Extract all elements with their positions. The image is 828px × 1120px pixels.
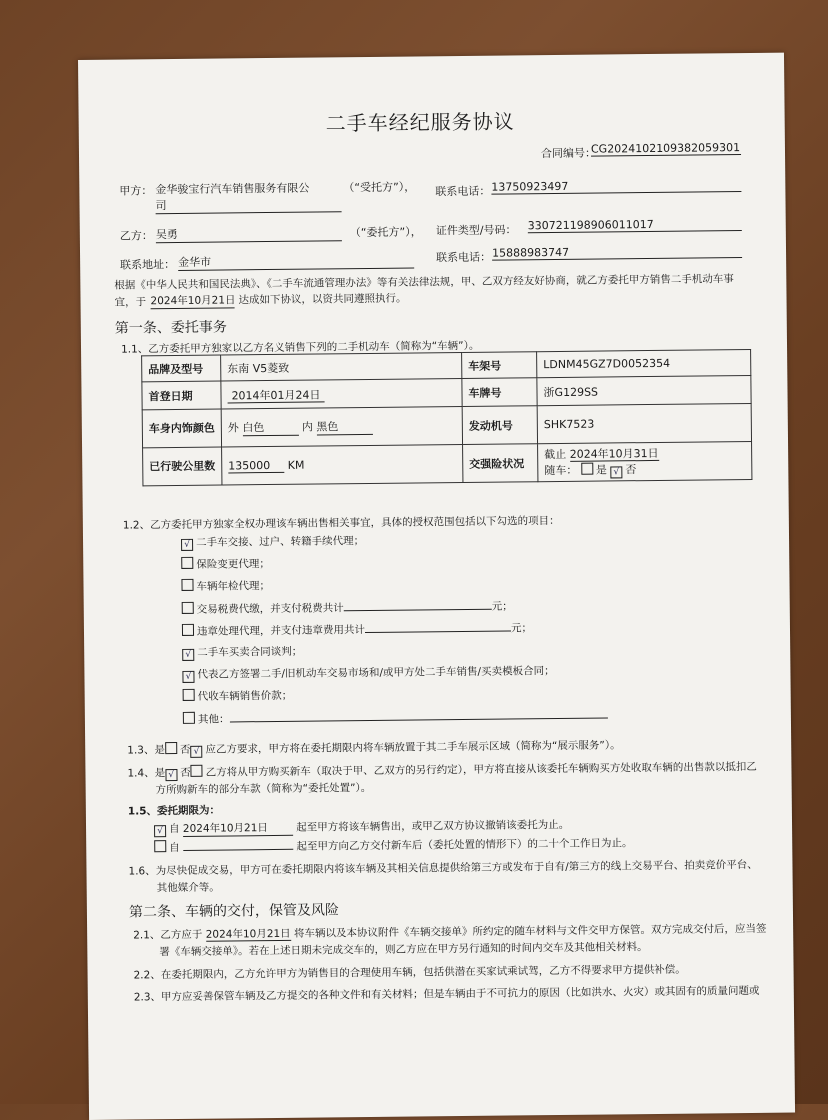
option-9-label: 其他： [197, 713, 230, 726]
option-4-tail: 元； [491, 600, 513, 613]
clause-2-1-line1 [133, 921, 766, 943]
option-5 [182, 619, 532, 639]
mileage-unit: KM [287, 458, 305, 472]
party-b-label: 乙方： [119, 229, 153, 243]
clause-1-4-yes-checkbox[interactable]: √ [165, 769, 177, 781]
option-6-label: 二手车买卖合同谈判； [197, 645, 303, 659]
party-b-addr-label: 联系地址： [120, 257, 176, 272]
preamble-line1: 根据《中华人民共和国民法典》、《二手车流通管理办法》等有关法律法规，甲、乙双方经友好协商，就乙方委托甲方销售二手机动车事 [114, 273, 734, 292]
insurance-with-label: 随车： [544, 463, 578, 477]
reg-date-label: 首登日期 [142, 381, 221, 410]
party-b-role: （“委托方”）， [349, 225, 422, 240]
vin-value: LDNM45GZ7D0052354 [537, 349, 751, 377]
contract-number-label: 合同编号： [540, 146, 597, 161]
clause-1-3-yes: 1.3、是 [127, 744, 165, 757]
vehicle-table [141, 349, 752, 486]
clause-2-1-date: 2024年10月21日 [205, 927, 291, 941]
option-2-label: 保险变更代理； [196, 558, 270, 571]
contract-paper [78, 53, 795, 1120]
int-color-value: 黑色 [316, 418, 372, 436]
term-option-1-text: 起至甲方将该车辆售出，或甲乙双方协议撤销该委托为止。 [296, 818, 570, 834]
clause-1-3-text: 应乙方要求，甲方将在委托期限内将车辆放置于其二手车展示区域（简称为“展示服务”）。 [205, 739, 621, 756]
option-1 [181, 533, 364, 551]
color-cell [221, 406, 462, 447]
option-2-checkbox[interactable] [181, 557, 193, 569]
option-8-checkbox[interactable] [183, 689, 195, 701]
contract-number: CG2024102109382059301 [590, 141, 741, 156]
clause-1-3-yes-checkbox[interactable] [165, 742, 177, 754]
document-title: 二手车经纪服务协议 [325, 109, 515, 136]
option-6 [182, 644, 302, 661]
insurance-no-checkbox[interactable]: √ [610, 466, 622, 478]
clause-1-4-no-checkbox[interactable] [191, 765, 203, 777]
mileage-cell [222, 444, 463, 485]
option-5-tail: 元； [510, 622, 533, 635]
option-4 [182, 597, 513, 616]
option-1-label: 二手车交接、过户、转籍手续代理； [195, 535, 365, 549]
party-b-phone: 15888983747 [492, 244, 742, 261]
option-5-blank[interactable] [365, 619, 511, 633]
clause-1-1: 1.1、乙方委托甲方独家以乙方名义销售下列的二手机动车（简称为“车辆”）。 [120, 339, 480, 356]
option-6-checkbox[interactable]: √ [182, 649, 194, 661]
insurance-yes-label: 是 [595, 462, 607, 477]
option-4-checkbox[interactable] [182, 602, 194, 614]
term-option-1-date: 2024年10月21日 [183, 820, 293, 837]
option-8 [183, 688, 293, 704]
option-7 [182, 663, 554, 683]
option-2 [181, 556, 270, 572]
clause-1-3 [127, 737, 620, 758]
ext-color-value: 白色 [242, 419, 298, 437]
clause-1-5-line1 [154, 817, 569, 837]
color-label: 车身内饰颜色 [142, 409, 221, 448]
clause-1-4-line2: 方所购新车的部分车款（简称为“委托处置”）。 [155, 781, 372, 797]
clause-2-1-line2: 署《车辆交接单》。若在上述日期未完成交车的，则乙方应在甲方另行通知的时间内交车及其他相关材料。 [159, 941, 648, 959]
clause-1-3-no-checkbox[interactable]: √ [190, 746, 202, 758]
section-2-title: 第二条、车辆的交付，保管及风险 [128, 902, 340, 921]
term-option-2-text: 起至甲方向乙方交付新车后（委托处置的情形下）的二十个工作日为止。 [296, 837, 633, 853]
party-a-name-line2: 司 [155, 195, 341, 214]
clause-1-6-line1: 1.6、为尽快促成交易，甲方可在委托期限内将该车辆及其相关信息提供给第三方或发布于自有/第三方的线上交易平台、拍卖竞价平台、 [128, 858, 758, 878]
plate-label: 车牌号 [462, 378, 537, 407]
party-b-id-label: 证件类型/号码： [435, 223, 517, 238]
insurance-until-value: 2024年10月31日 [569, 446, 659, 461]
clause-1-3-no: 否 [179, 743, 191, 756]
option-7-checkbox[interactable]: √ [182, 671, 194, 683]
party-b-phone-label: 联系电话： [436, 250, 492, 265]
insurance-cell [538, 441, 752, 481]
plate-value: 浙G129SS [537, 375, 751, 405]
clause-2-2: 2.2、在委托期限内，乙方允许甲方为销售目的合理使用车辆，包括供潜在买家试乘试驾，乙方不得要求甲方提供补偿。 [133, 963, 686, 982]
clause-1-5-title: 1.5、委托期限为： [127, 804, 221, 818]
mileage-label: 已行驶公里数 [143, 447, 222, 486]
preamble-line2-b: 达成如下协议，以资共同遵照执行。 [238, 292, 407, 307]
clause-2-1-b: 将车辆以及本协议附件《车辆交接单》所约定的随车材料与文件交甲方保管。双方完成交付后，应当签 [293, 922, 767, 940]
clause-1-4-text: 乙方将从甲方购买新车（取决于甲、乙双方的另行约定），甲方将直接从该委托车辆购买方处收取车辆的出售款以抵扣乙 [205, 760, 757, 779]
option-9 [183, 706, 608, 726]
term-option-1-from: 自 [168, 822, 180, 836]
clause-1-5-line2 [154, 834, 632, 855]
option-9-checkbox[interactable] [183, 712, 195, 724]
option-5-checkbox[interactable] [182, 624, 194, 636]
party-a-phone-label: 联系电话： [435, 184, 491, 199]
term-option-1-checkbox[interactable]: √ [154, 825, 166, 837]
option-9-blank[interactable] [229, 706, 607, 722]
party-a-label: 甲方： [119, 184, 153, 198]
option-4-label: 交易税费代缴，并支付税费共计 [196, 602, 344, 616]
brand-label: 品牌及型号 [142, 355, 221, 382]
preamble-line2-a: 宜，于 [114, 296, 147, 309]
clause-1-4-no: 否 [180, 766, 191, 779]
section-1-title: 第一条、委托事务 [114, 319, 227, 337]
vin-label: 车架号 [462, 352, 537, 379]
party-a-name-line1: 金华骏宝行汽车销售服务有限公 [155, 181, 310, 197]
party-b-name: 吴勇 [156, 224, 342, 243]
insurance-no-label: 否 [625, 462, 637, 476]
engine-value: SHK7523 [537, 403, 751, 443]
preamble-date: 2024年10月21日 [150, 294, 236, 308]
option-4-blank[interactable] [344, 598, 492, 612]
party-b-id: 330721198906011017 [528, 217, 742, 233]
clause-2-3: 2.3、甲方应妥善保管车辆及乙方提交的各种文件和有关材料；但是车辆由于不可抗力的原因（比如洪水、火灾）或其固有的质量问题或 [133, 984, 760, 1004]
brand-value: 东南 V5菱致 [221, 352, 462, 381]
option-5-label: 违章处理代理，并支付违章费用共计 [196, 624, 366, 638]
reg-date-value: 2014年01月24日 [227, 388, 324, 403]
party-b-addr: 金华市 [178, 251, 414, 270]
mileage-value: 135000 [228, 458, 284, 473]
int-color-label: 内 [301, 420, 313, 434]
engine-label: 发动机号 [462, 406, 537, 445]
insurance-until-label: 截止 [544, 447, 567, 461]
insurance-label: 交强险状况 [463, 444, 538, 483]
clause-1-2: 1.2、乙方委托甲方独家全权办理该车辆出售相关事宜，具体的授权范围包括以下勾选的项目： [122, 514, 560, 532]
clause-1-4-yes: 1.4、是 [127, 767, 166, 780]
party-a-phone: 13750923497 [491, 178, 741, 195]
option-1-checkbox[interactable]: √ [181, 539, 193, 551]
option-3 [181, 578, 270, 594]
option-7-label: 代表乙方签署二手/旧机动车交易市场和/或甲方处二手车销售/买卖模板合同； [197, 665, 555, 681]
clause-1-6-line2: 其他媒介等。 [156, 881, 220, 895]
clause-1-4 [127, 759, 757, 782]
ext-color-label: 外 [227, 421, 239, 435]
term-option-2-from: 自 [169, 841, 180, 855]
clause-2-1-a: 2.1、乙方应于 [133, 928, 203, 942]
party-a-role: （“受托方”）， [343, 180, 416, 195]
term-option-2-checkbox[interactable] [154, 840, 166, 852]
option-8-label: 代收车辆销售价款； [197, 689, 293, 703]
insurance-yes-checkbox[interactable] [581, 462, 593, 474]
term-option-2-date-blank[interactable] [183, 838, 293, 851]
option-3-checkbox[interactable] [181, 579, 193, 591]
reg-date-cell [221, 378, 462, 409]
option-3-label: 车辆年检代理； [196, 580, 271, 593]
